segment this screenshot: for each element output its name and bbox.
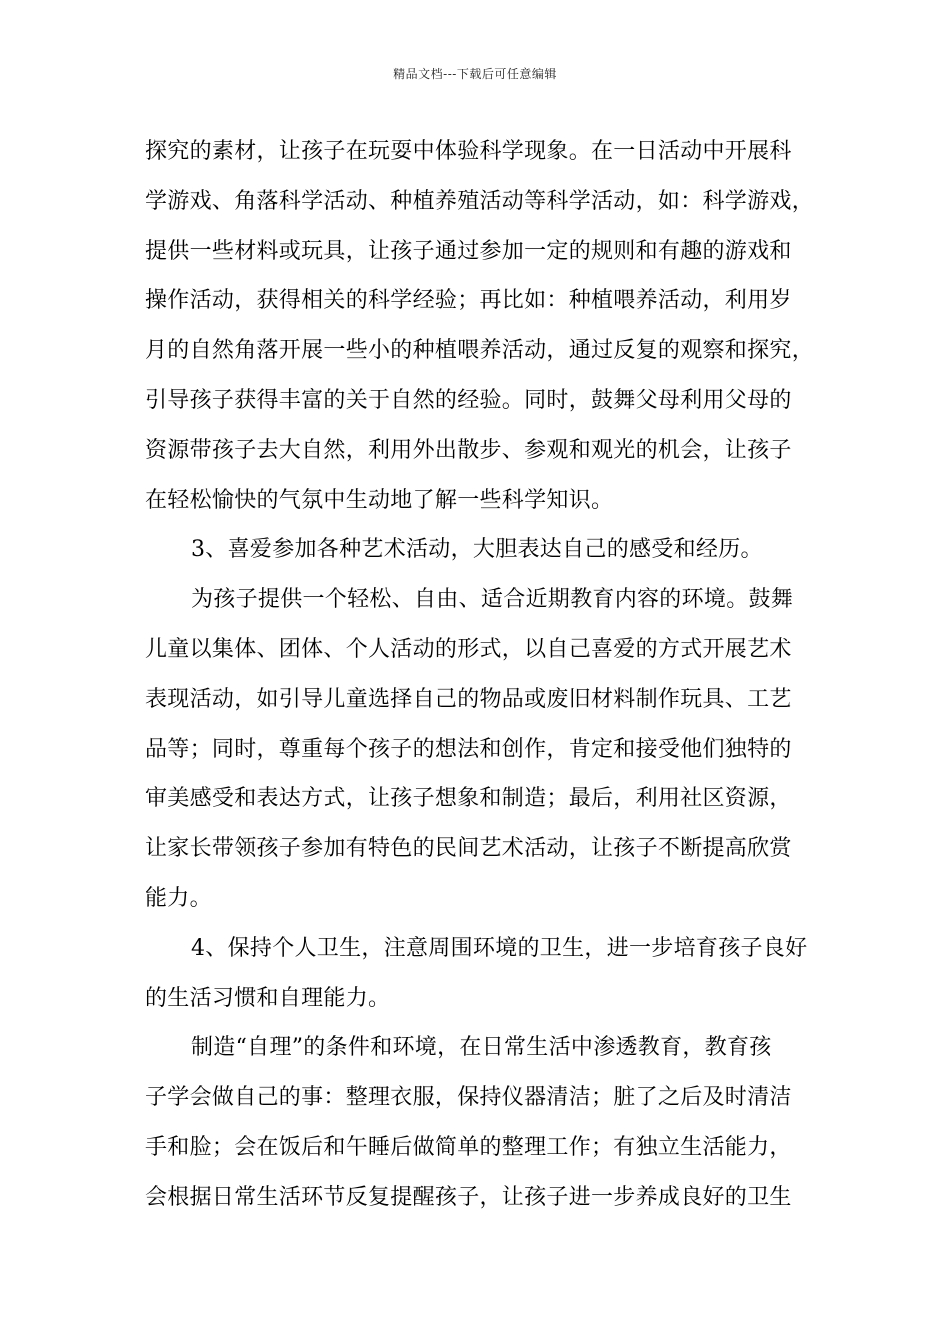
paragraph-line: 表现活动，如引导儿童选择自己的物品或废旧材料制作玩具、工艺 [145,686,792,712]
paragraph-line: 儿童以集体、团体、个人活动的形式，以自己喜爱的方式开展艺术 [145,636,792,662]
paragraph-line: 探究的素材，让孩子在玩耍中体验科学现象。在一日活动中开展科 [145,139,792,164]
paragraph-line: 审美感受和表达方式，让孩子想象和制造；最后，利用社区资源， [145,786,792,812]
paragraph-line: 资源带孩子去大自然，利用外出散步、参观和观光的机会，让孩子 [145,437,792,463]
section-heading: 4、保持个人卫生，注意周围环境的卫生，进一步培育孩子良好 [191,935,808,961]
paragraph-line: 月的自然角落开展一些小的种植喂养活动，通过反复的观察和探究， [145,338,815,364]
paragraph-line: 引导孩子获得丰富的关于自然的经验。同时，鼓舞父母利用父母的 [145,387,792,413]
paragraph-line: 学游戏、角落科学活动、种植养殖活动等科学活动，如：科学游戏， [145,188,815,214]
page-header: 精品文档---下载后可任意编辑 [393,67,557,81]
paragraph-line: 制造“自理”的条件和环境，在日常生活中渗透教育，教育孩 [191,1035,772,1061]
paragraph-line: 品等；同时，尊重每个孩子的想法和创作，肯定和接受他们独特的 [145,736,792,762]
paragraph-line: 能力。 [145,885,212,911]
paragraph-line: 会根据日常生活环节反复提醒孩子，让孩子进一步养成良好的卫生 [145,1184,792,1210]
paragraph-line: 子学会做自己的事：整理衣服，保持仪器清洁；脏了之后及时清洁 [145,1085,792,1111]
paragraph-line: 手和脸；会在饭后和午睡后做简单的整理工作；有独立生活能力， [145,1134,792,1160]
paragraph-line: 操作活动，获得相关的科学经验；再比如：种植喂养活动，利用岁 [145,288,792,314]
paragraph-line: 为孩子提供一个轻松、自由、适合近期教育内容的环境。鼓舞 [191,587,794,613]
section-heading-continuation: 的生活习惯和自理能力。 [145,985,391,1011]
paragraph-line: 在轻松愉快的气氛中生动地了解一些科学知识。 [145,487,614,513]
document-body [145,127,823,1223]
section-heading: 3、喜爱参加各种艺术活动，大胆表达自己的感受和经历。 [191,537,763,563]
paragraph-line: 让家长带领孩子参加有特色的民间艺术活动，让孩子不断提高欣赏 [145,836,792,862]
paragraph-line: 提供一些材料或玩具，让孩子通过参加一定的规则和有趣的游戏和 [145,238,792,264]
